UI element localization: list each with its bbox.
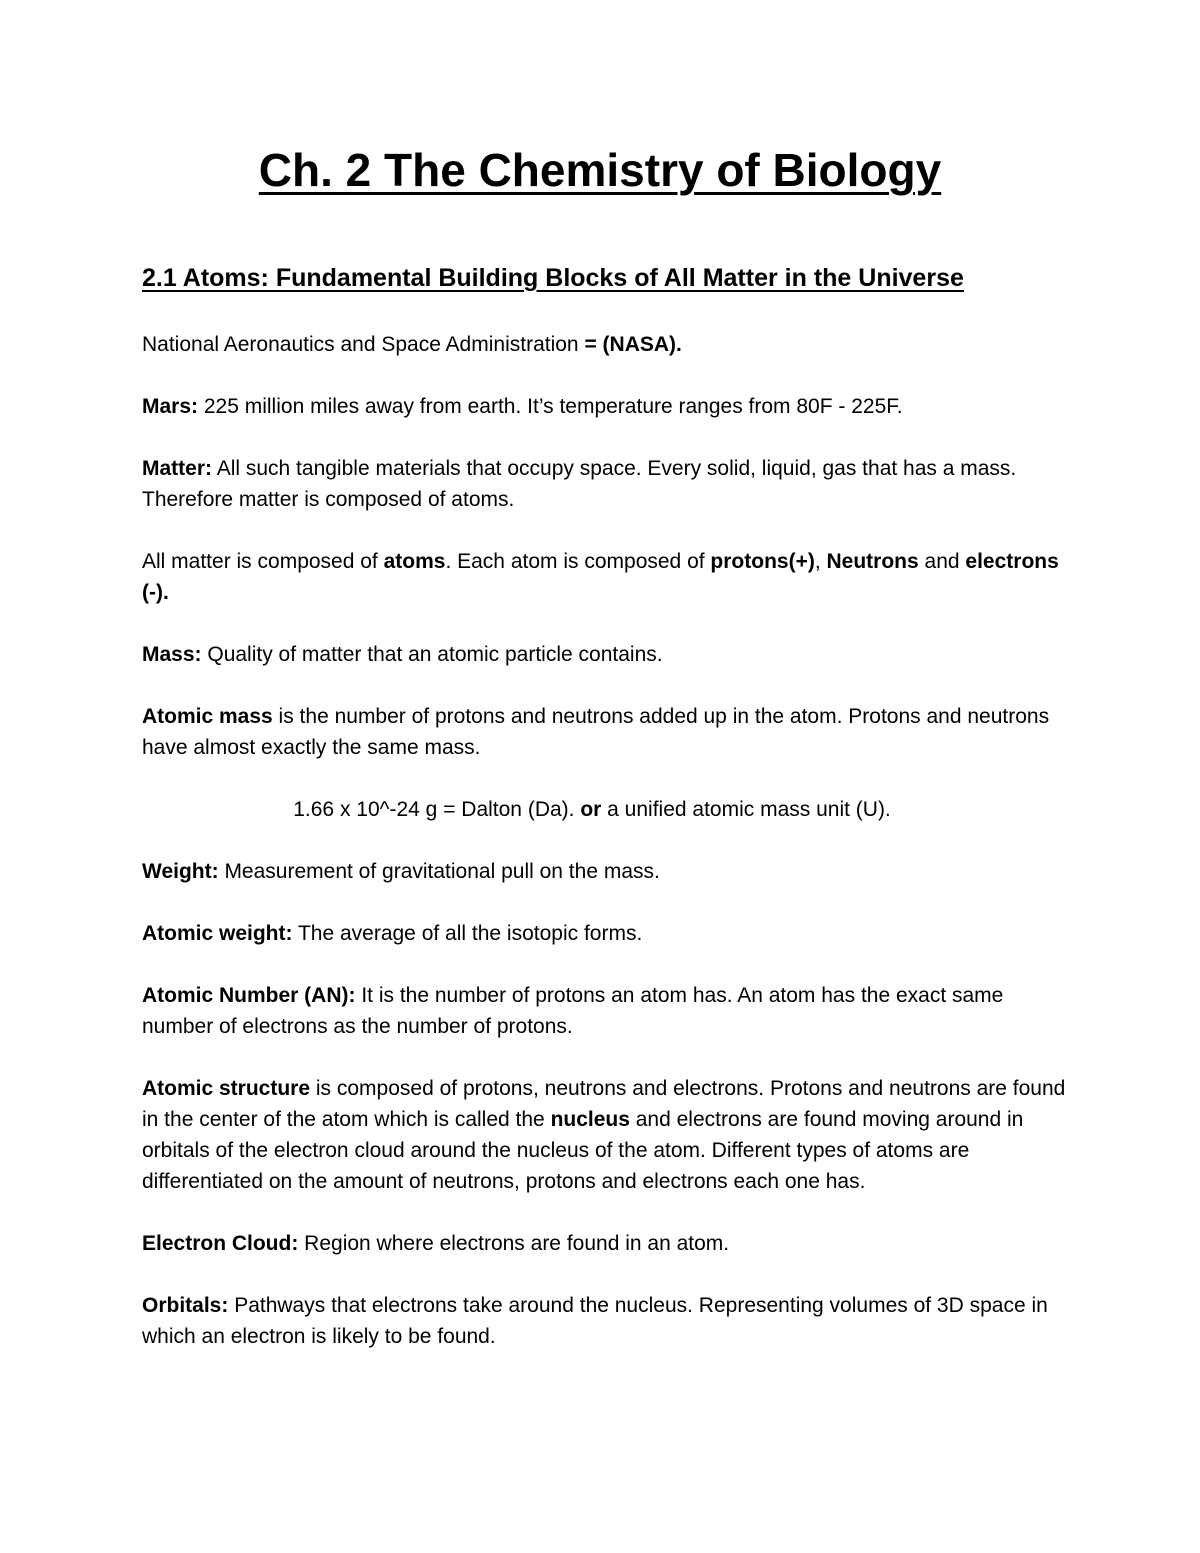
term-atomic-number: Atomic Number (AN): <box>142 984 356 1007</box>
dalton-text-2: a unified atomic mass unit (U). <box>601 798 891 821</box>
definition-mass: Quality of matter that an atomic particle contains. <box>201 643 663 666</box>
section-heading: 2.1 Atoms: Fundamental Building Blocks of All Matter in the Universe <box>142 264 964 292</box>
paragraph-matter <box>142 453 1072 515</box>
paragraph-atomic-weight <box>142 918 1072 949</box>
nasa-text: National Aeronautics and Space Administration <box>142 333 585 356</box>
document-body <box>142 329 1072 1383</box>
paragraph-atomic-mass <box>142 701 1072 763</box>
dalton-text-1: 1.66 x 10^-24 g = Dalton (Da). <box>293 798 581 821</box>
atoms-text-3: , <box>814 550 827 573</box>
atoms-text-2: . Each atom is composed of <box>445 550 711 573</box>
nasa-acronym: = (NASA). <box>584 333 682 356</box>
definition-weight: Measurement of gravitational pull on the mass. <box>218 860 660 883</box>
term-mars: Mars: <box>142 395 199 418</box>
atomic-structure-text-2: and electrons are found moving around in orbitals of the electron cloud around the nucleus of the atom. Different types of atoms are differentiated on the amount of neutrons, protons and electrons each one has. <box>142 1108 1024 1193</box>
term-atomic-weight: Atomic weight: <box>142 922 293 945</box>
atoms-bold-electrons: electrons (-). <box>142 550 1059 604</box>
paragraph-atomic-structure <box>142 1073 1072 1197</box>
definition-mars: 225 million miles away from earth. It’s temperature ranges from 80F - 225F. <box>198 395 903 418</box>
paragraph-atoms <box>142 546 1072 608</box>
term-matter: Matter: <box>142 457 213 480</box>
definition-electron-cloud: Region where electrons are found in an atom. <box>298 1232 730 1255</box>
term-electron-cloud: Electron Cloud: <box>142 1232 299 1255</box>
paragraph-mars <box>142 391 1072 422</box>
atomic-structure-text-1: is composed of protons, neutrons and electrons. Protons and neutrons are found in the center of the atom which is called the <box>142 1077 1066 1131</box>
definition-atomic-weight: The average of all the isotopic forms. <box>292 922 643 945</box>
term-atomic-structure: Atomic structure <box>142 1077 311 1100</box>
definition-orbitals: Pathways that electrons take around the nucleus. Representing volumes of 3D space in which an electron is likely to be found. <box>142 1294 1048 1348</box>
dalton-bold-or: or <box>580 798 602 821</box>
definition-matter: All such tangible materials that occupy space. Every solid, liquid, gas that has a mass. Therefore matter is composed of atoms. <box>142 457 1017 511</box>
atoms-bold-protons: protons(+) <box>710 550 815 573</box>
atoms-bold-neutrons: Neutrons <box>826 550 919 573</box>
atoms-bold-atoms: atoms <box>383 550 446 573</box>
definition-atomic-number: It is the number of protons an atom has. An atom has the exact same number of electrons as the number of protons. <box>142 984 1004 1038</box>
term-weight: Weight: <box>142 860 219 883</box>
paragraph-orbitals <box>142 1290 1072 1352</box>
paragraph-mass <box>142 639 1072 670</box>
term-atomic-mass: Atomic mass <box>142 705 273 728</box>
definition-atomic-mass: is the number of protons and neutrons added up in the atom. Protons and neutrons have almost exactly the same mass. <box>142 705 1050 759</box>
paragraph-weight <box>142 856 1072 887</box>
term-orbitals: Orbitals: <box>142 1294 229 1317</box>
atomic-structure-bold-nucleus: nucleus <box>550 1108 630 1131</box>
paragraph-atomic-number <box>142 980 1072 1042</box>
paragraph-electron-cloud <box>142 1228 1072 1259</box>
atoms-text-1: All matter is composed of <box>142 550 384 573</box>
term-mass: Mass: <box>142 643 202 666</box>
page-title: Ch. 2 The Chemistry of Biology <box>258 144 942 196</box>
atoms-text-4: and <box>918 550 966 573</box>
paragraph-dalton <box>142 794 1072 825</box>
paragraph-nasa <box>142 329 1072 360</box>
